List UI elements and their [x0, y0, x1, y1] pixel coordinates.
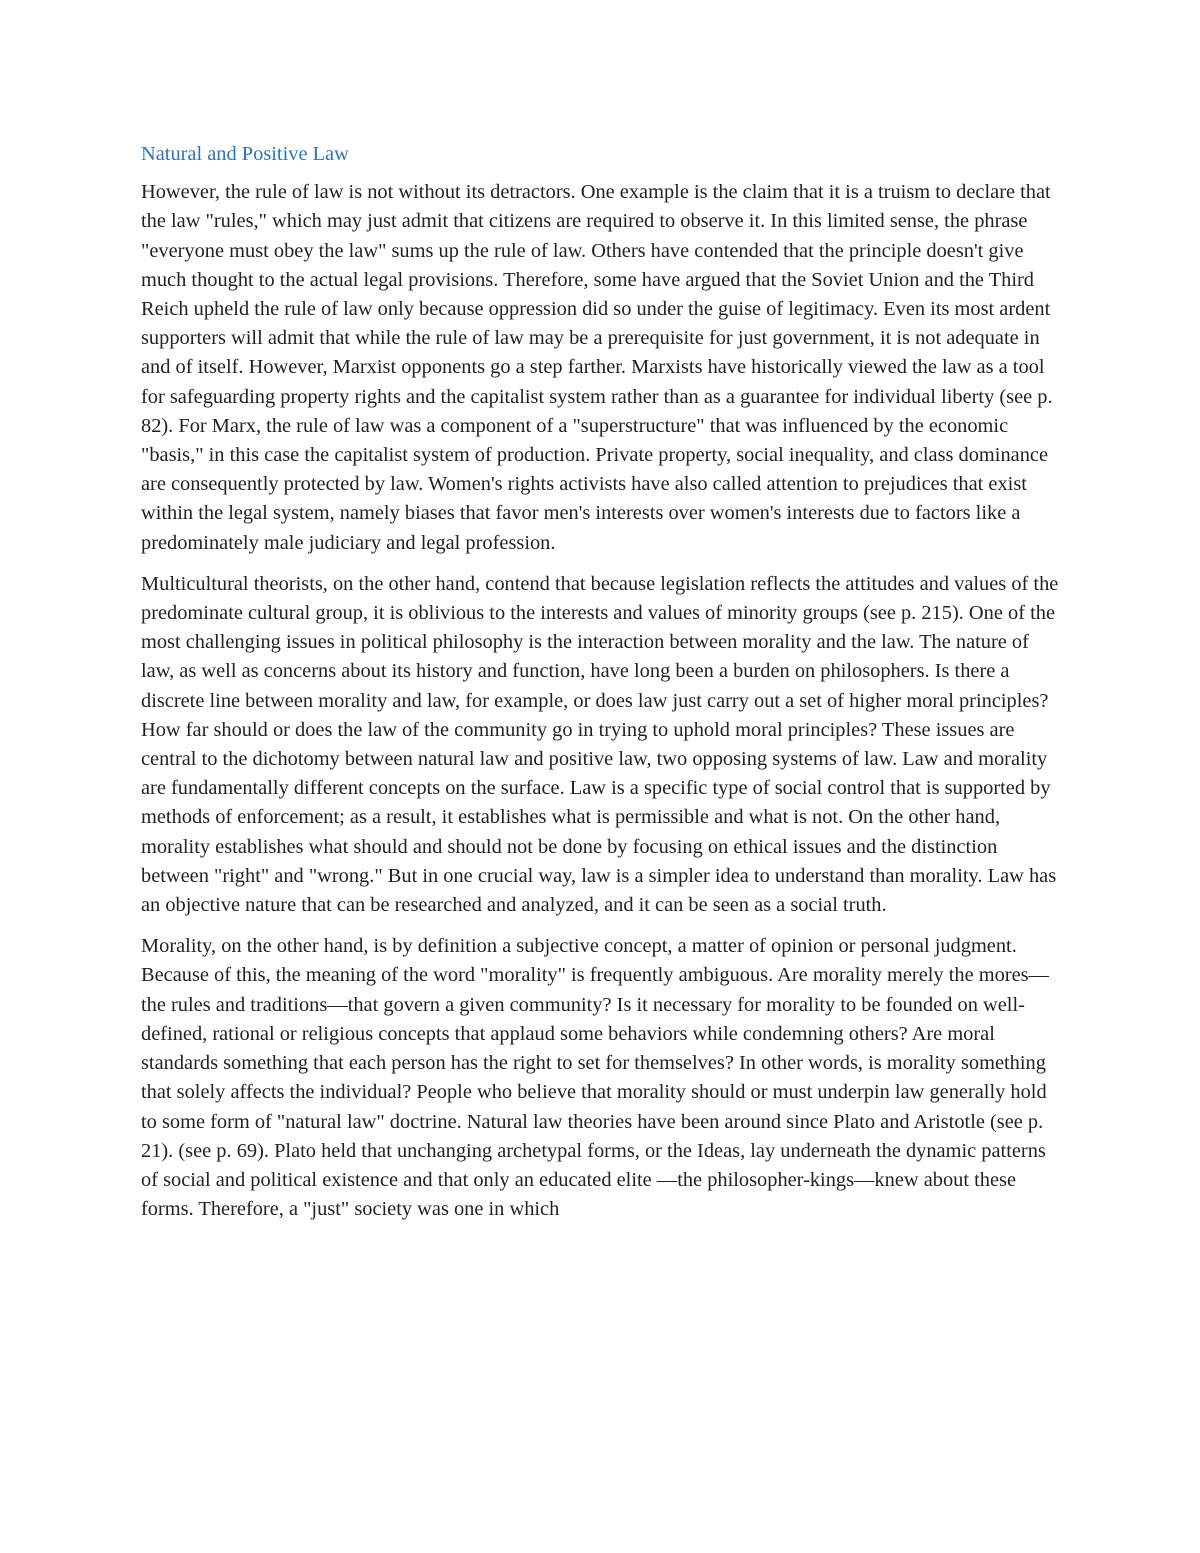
document-body	[141, 140, 1059, 1236]
paragraph-3: Morality, on the other hand, is by definition a subjective concept, a matter of opinion or personal judgment. Because of this, the meaning of the word "morality" is frequently ambiguous. Are morality merely the mores—the rules and traditions—that govern a given community? Is it necessary for morality to be founded on well-defined, rational or religious concepts that applaud some behaviors while condemning others? Are moral standards something that each person has the right to set for themselves? In other words, is morality something that solely affects the individual? People who believe that morality should or must underpin law generally hold to some form of "natural law" doctrine. Natural law theories have been around since Plato and Aristotle (see p. 21). (see p. 69). Plato held that unchanging archetypal forms, or the Ideas, lay underneath the dynamic patterns of social and political existence and that only an educated elite —the philosopher-kings—knew about these forms. Therefore, a "just" society was one in which	[141, 935, 1049, 1221]
section-heading: Natural and Positive Law	[141, 143, 349, 165]
paragraph-1: However, the rule of law is not without its detractors. One example is the claim that it is a truism to declare that the law "rules," which may just admit that citizens are required to observe it. In this limited sense, the phrase "everyone must obey the law" sums up the rule of law. Others have contended that the principle doesn't give much thought to the actual legal provisions. Therefore, some have argued that the Soviet Union and the Third Reich upheld the rule of law only because oppression did so under the guise of legitimacy. Even its most ardent supporters will admit that while the rule of law may be a prerequisite for just government, it is not adequate in and of itself. However, Marxist opponents go a step farther. Marxists have historically viewed the law as a tool for safeguarding property rights and the capitalist system rather than as a guarantee for individual liberty (see p. 82). For Marx, the rule of law was a component of a "superstructure" that was influenced by the economic "basis," in this case the capitalist system of production. Private property, social inequality, and class dominance are consequently protected by law. Women's rights activists have also called attention to prejudices that exist within the legal system, namely biases that favor men's interests over women's interests due to factors like a predominately male judiciary and legal profession.	[141, 181, 1053, 554]
paragraph-2: Multicultural theorists, on the other hand, contend that because legislation reflects the attitudes and values of the predominate cultural group, it is oblivious to the interests and values of minority groups (see p. 215). One of the most challenging issues in political philosophy is the interaction between morality and the law. The nature of law, as well as concerns about its history and function, have long been a burden on philosophers. Is there a discrete line between morality and law, for example, or does law just carry out a set of higher moral principles? How far should or does the law of the community go in trying to uphold moral principles? These issues are central to the dichotomy between natural law and positive law, two opposing systems of law. Law and morality are fundamentally different concepts on the surface. Law is a specific type of social control that is supported by methods of enforcement; as a result, it establishes what is permissible and what is not. On the other hand, morality establishes what should and should not be done by focusing on ethical issues and the distinction between "right" and "wrong." But in one crucial way, law is a simpler idea to understand than morality. Law has an objective nature that can be researched and analyzed, and it can be seen as a social truth.	[141, 572, 1059, 917]
